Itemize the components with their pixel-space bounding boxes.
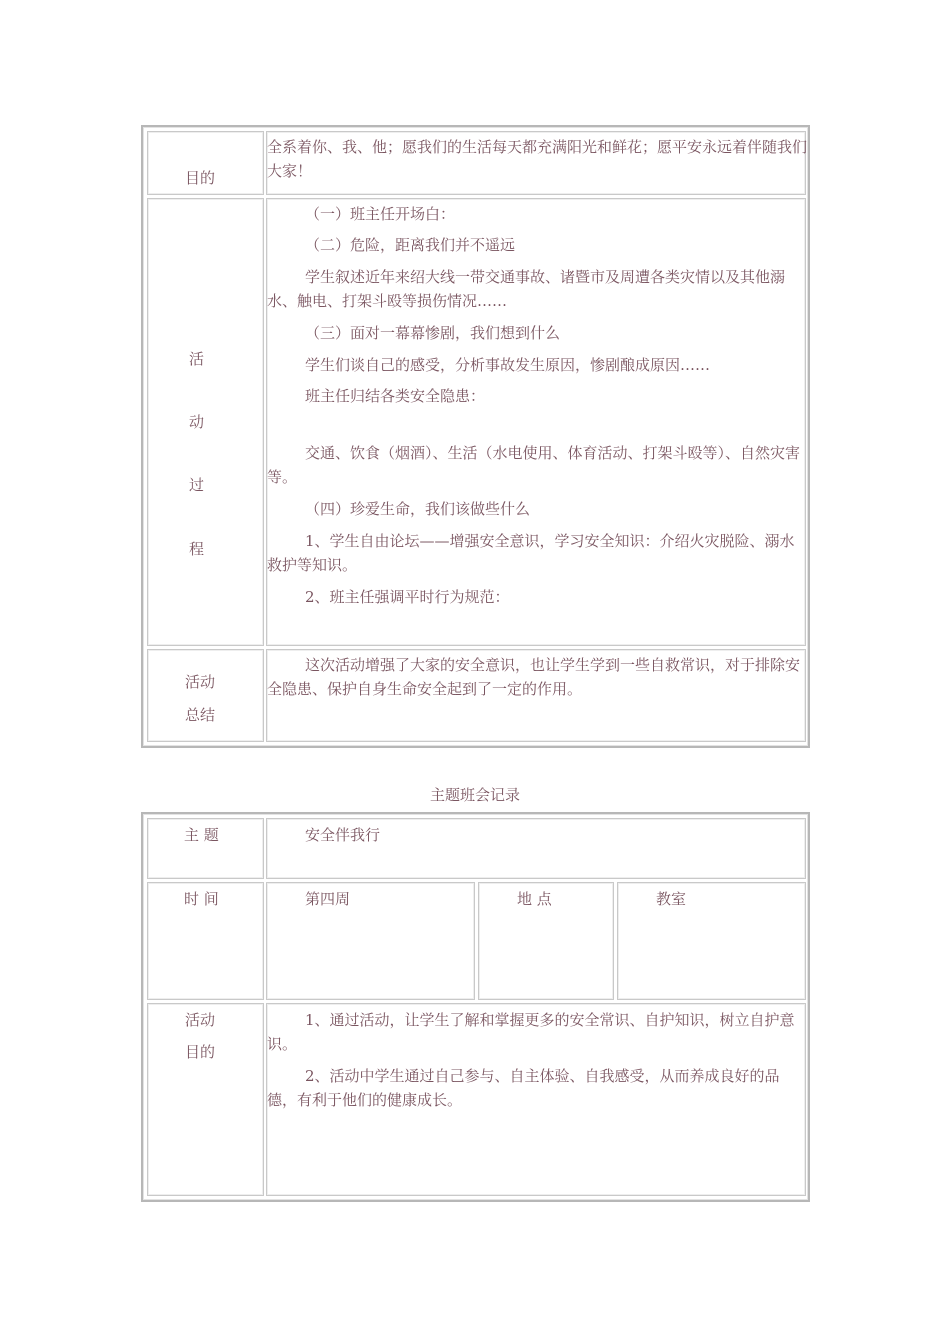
summary-label-line1: 活动: [185, 673, 216, 691]
process-label-char: 动: [189, 413, 205, 431]
process-item: （四）珍爱生命，我们该做些什么: [305, 500, 531, 518]
summary-label-line2: 总结: [185, 706, 216, 724]
goal-label-line1: 活动: [185, 1011, 216, 1029]
place-value-cell: [617, 882, 806, 1000]
summary-label-cell: [147, 649, 264, 742]
process-item: 班主任归结各类安全隐患：: [305, 387, 486, 405]
time-label-cell: [147, 882, 264, 1000]
theme-value: 安全伴我行: [305, 826, 381, 844]
time-value-cell: [266, 882, 475, 1000]
goal-item: 2、活动中学生通过自己参与、自主体验、自我感受，从而养成良好的品德，有利于他们的健康成长。: [267, 1067, 780, 1109]
process-label-char: 程: [189, 540, 205, 558]
purpose-text: 全系着你、我、他；愿我们的生活每天都充满阳光和鲜花；愿平安永远着伴随我们大家！: [267, 138, 808, 180]
place-label-cell: [478, 882, 614, 1000]
purpose-label: 目的: [185, 169, 216, 187]
class-meeting-record-table: [141, 812, 810, 1202]
place-label: 地 点: [517, 890, 552, 908]
process-item: （一）班主任开场白：: [305, 205, 456, 223]
theme-label: 主 题: [184, 826, 219, 844]
process-item: （三）面对一幕幕惨剧，我们想到什么: [305, 324, 561, 342]
process-label-cell: [147, 198, 264, 646]
purpose-label-cell: [147, 131, 264, 195]
activity-table: [141, 125, 810, 748]
process-item: 学生叙述近年来绍大线一带交通事故、诸暨市及周遭各类灾情以及其他溺水、触电、打架斗殴等损伤情况……: [267, 268, 786, 310]
theme-label-cell: [147, 818, 264, 879]
process-label-char: 过: [189, 476, 205, 494]
process-item: 学生们谈自己的感受，分析事故发生原因，惨剧酿成原因……: [305, 356, 711, 374]
goal-text-cell: [266, 1003, 806, 1196]
summary-text: 这次活动增强了大家的安全意识，也让学生学到一些自救常识，对于排除安全隐患、保护自身生命安全起到了一定的作用。: [267, 656, 801, 698]
process-item: 交通、饮食（烟酒）、生活（水电使用、体育活动、打架斗殴等）、自然灾害等。: [267, 444, 801, 486]
process-item: 1、学生自由论坛——增强安全意识，学习安全知识：介绍火灾脱险、溺水救护等知识。: [267, 532, 795, 574]
goal-label-line2: 目的: [185, 1043, 216, 1061]
time-value: 第四周: [305, 890, 351, 908]
time-label: 时 间: [184, 890, 219, 908]
theme-value-cell: [266, 818, 806, 879]
purpose-text-cell: [266, 131, 806, 195]
process-text-cell: [266, 198, 806, 646]
goal-label-cell: [147, 1003, 264, 1196]
process-item: 2、班主任强调平时行为规范：: [305, 588, 510, 606]
place-value: 教室: [656, 890, 687, 908]
summary-text-cell: [266, 649, 806, 742]
goal-item: 1、通过活动，让学生了解和掌握更多的安全常识、自护知识，树立自护意识。: [267, 1011, 795, 1053]
record-title: 主题班会记录: [429, 786, 520, 804]
process-label-char: 活: [189, 350, 205, 368]
process-item: （二）危险，距离我们并不遥远: [305, 236, 516, 254]
